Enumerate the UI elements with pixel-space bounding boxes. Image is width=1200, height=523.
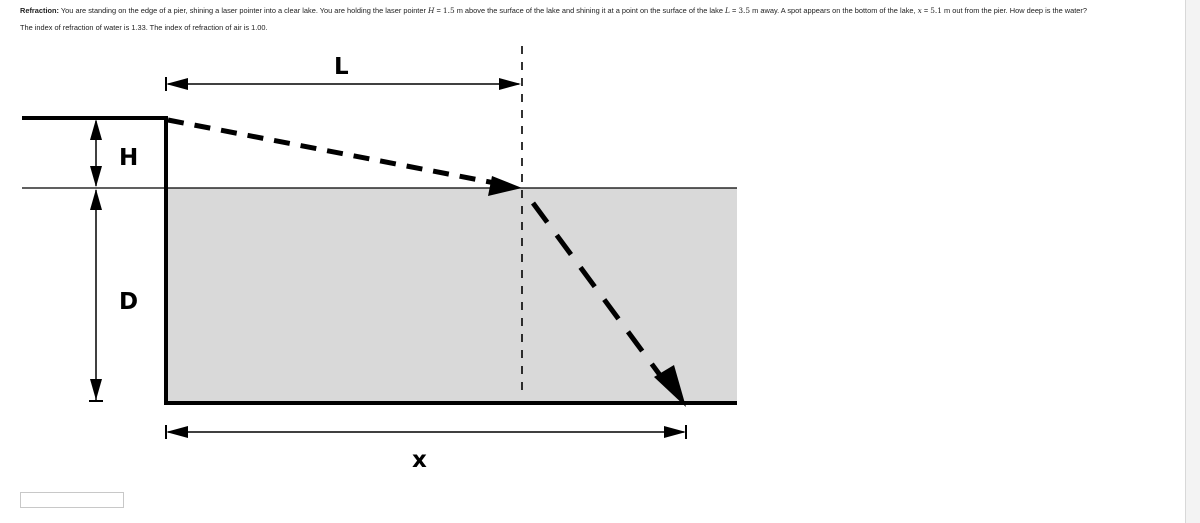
dimension-h-bottom-arrow <box>90 166 102 187</box>
problem-text-2: m above the surface of the lake and shining it at a point on the surface of the lake <box>454 6 725 15</box>
answer-input[interactable] <box>20 492 124 508</box>
label-h: H <box>119 145 139 171</box>
label-x: x <box>412 447 427 473</box>
problem-eq-3: = <box>921 6 931 15</box>
dimension-l-right-arrow <box>499 78 521 90</box>
problem-indices: The index of refraction of water is 1.33. The index of refraction of air is 1.00. <box>20 23 268 32</box>
dimension-h-top-arrow <box>90 119 102 140</box>
dimension-d-bottom-arrow <box>90 379 102 400</box>
incident-ray <box>168 120 500 184</box>
value-h: 1.5 <box>442 6 455 15</box>
var-h: H <box>428 6 435 15</box>
problem-eq-1: = <box>434 6 443 15</box>
dimension-l-left-arrow <box>166 78 188 90</box>
lake-water <box>166 188 737 402</box>
dimension-x-left-arrow <box>166 426 188 438</box>
problem-text-4: m out from the pier. How deep is the water? <box>941 6 1087 15</box>
value-l: 3.5 <box>738 6 751 15</box>
value-x: 5.1 <box>930 6 942 15</box>
label-l: L <box>334 54 349 80</box>
label-d: D <box>119 289 139 315</box>
problem-lead: Refraction: <box>20 6 60 15</box>
var-l: L <box>725 6 730 15</box>
dimension-d-top-arrow <box>90 189 102 210</box>
dimension-x-right-arrow <box>664 426 686 438</box>
problem-eq-2: = <box>729 6 739 15</box>
problem-text-3: m away. A spot appears on the bottom of the lake, <box>750 6 918 15</box>
problem-text-1: You are standing on the edge of a pier, shining a laser pointer into a clear lake. You are holding the laser pointer <box>59 6 428 15</box>
var-x: x <box>917 6 922 15</box>
